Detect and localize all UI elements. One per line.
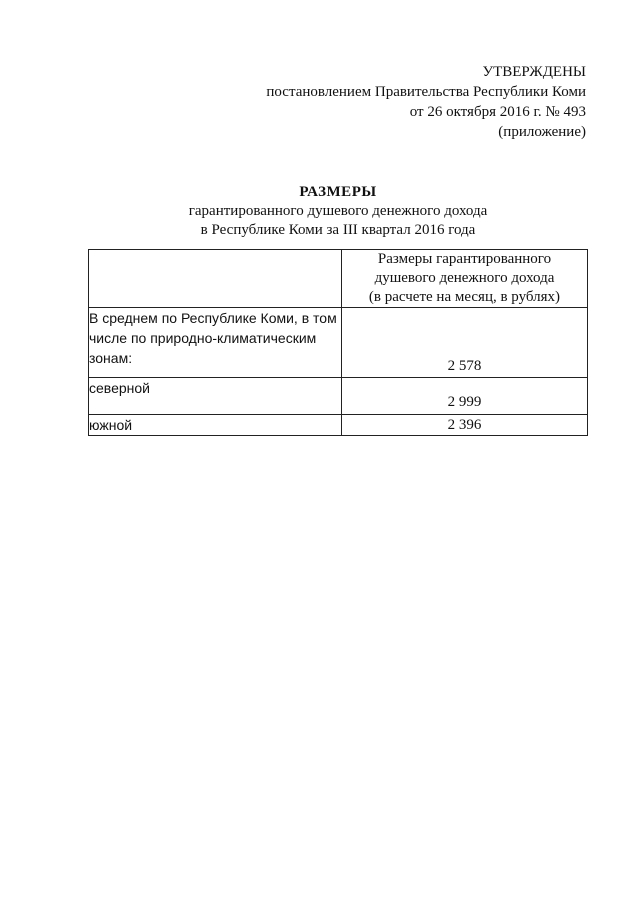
- table-row: [89, 378, 588, 415]
- approval-title: УТВЕРЖДЕНЫ: [482, 64, 586, 80]
- table-header-row: [89, 250, 588, 308]
- zone-value-cell: 2 999: [342, 378, 588, 415]
- zone-label-line: В среднем по Республике Коми, в том: [89, 310, 337, 326]
- table-header-empty-cell: [89, 250, 342, 308]
- header-line: (в расчете на месяц, в рублях): [368, 289, 561, 305]
- document-subtitle-line-2: в Республике Коми за III квартал 2016 года: [200, 222, 476, 238]
- header-line: душевого денежного дохода: [374, 270, 555, 286]
- zone-label-cell: [89, 415, 342, 436]
- document-heading: [0, 183, 640, 240]
- approval-issuer: постановлением Правительства Республики Коми: [266, 84, 586, 100]
- table-row: [89, 308, 588, 378]
- zone-value-cell: 2 578: [342, 308, 588, 378]
- zone-label-cell: [89, 378, 342, 415]
- zone-label-line: зонам:: [89, 350, 133, 366]
- table-row: [89, 415, 588, 436]
- document-title: РАЗМЕРЫ: [299, 184, 377, 200]
- approval-date: от 26 октября 2016 г. № 493: [409, 104, 586, 120]
- zone-label-cell: [89, 308, 342, 378]
- table-header-cell: [342, 250, 588, 308]
- income-sizes-table: [88, 249, 588, 436]
- zone-value-cell: 2 396: [342, 415, 588, 436]
- document-subtitle-line-1: гарантированного душевого денежного дохода: [188, 203, 488, 219]
- approval-note: (приложение): [498, 124, 586, 140]
- header-line: Размеры гарантированного: [377, 251, 552, 267]
- zone-label-line: северной: [89, 380, 150, 396]
- zone-label-line: южной: [89, 417, 133, 433]
- approval-block: [266, 62, 586, 142]
- zone-label-line: числе по природно-климатическим: [89, 330, 317, 346]
